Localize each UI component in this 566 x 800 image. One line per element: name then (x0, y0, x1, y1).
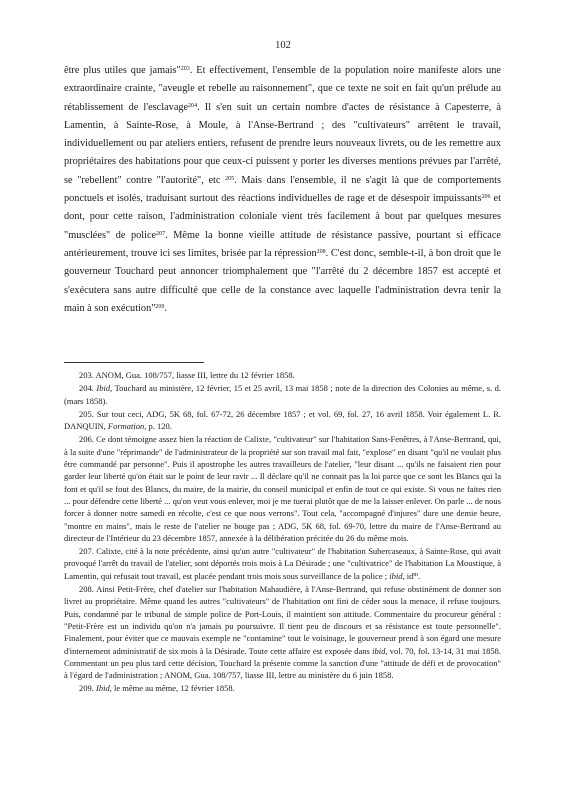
footnote-ref[interactable]: 208 (316, 248, 326, 255)
footnote-205: 205. Sur tout ceci, ADG, 5K 68, fol. 67-72, 26 décembre 1857 ; et vol. 69, fol. 27, 16 avril 1858. Voir également L. R. DANQUIN, Formation, p. 120. (64, 408, 501, 432)
footnote-ref[interactable]: 206 (481, 194, 491, 201)
body-paragraph: être plus utiles que jamais"$^{203}$. Et effectivement, l'ensemble de la population noire manifeste alors une extraordinaire crainte, "aveugle et rebelle au raisonnement", que ce texte ne soit en fait qu'un prélude au rétablissement de l'esclavage$^{204}$. Il s'en suit un certain nombre d'actes de résistance à Capesterre, à Lamentin, à Sainte-Rose, à Moule, à l'Anse-Bertrand ; des "cultivateurs" arrêtent le travail, individuellement ou par ateliers entiers, refusent de prendre leurs nouveaux livrets, ou de les remettre aux propriétaires des habitations pour que ceux-ci puissent y porter les diverses mentions prévues par l'arrêté, se "rebellent" contre "l'autorité", etc $^{205}$. Mais dans l'ensemble, il ne s'agit là que de comportements ponctuels et isolés, traduisant surtout des réactions individuelles de rage et de désespoir impuissants$^{206}$ et dont, pour cette raison, l'administration coloniale vient très facilement à bout par quelques mesures "musclées" de police$^{207}$. Même la bonne vieille attitude de résistance passive, pourtant si efficace antérieurement, trouve ici ses limites, brisée par la répression$^{208}$. C'est donc, semble-t-il, à bon droit que le gouverneur Touchard peut annoncer triomphalement que "l'arrêté du 2 décembre 1857 est accepté et s'exécutera sans autre difficulté que celle de la constance avec laquelle l'administration devra tenir la main à son exécution"$^{209}$. (64, 65, 502, 314)
footnote-204: 204. Ibid, Touchard au ministère, 12 février, 15 et 25 avril, 13 mai 1858 ; note de la direction des Colonies au même, s. d. (mars 1858). (64, 383, 502, 406)
footnote-ref[interactable]: 207 (156, 230, 166, 237)
footnote-ref[interactable]: 205 (225, 175, 235, 182)
footnote-ref[interactable]: 209 (155, 303, 165, 310)
footnote-207: 207. Calixte, cité à la note précédente, ainsi qu'un autre "cultivateur" de l'habitation Subercaseaux, à Sainte-Rose, qui avait provoqué l'arrêt du travail de l'atelier, sont déportés trois mois à La Désirade ; une "cultivatrice" de l'habitation La Moustique, à Lamentin, qui refusait tout travail, est placée pendant trois mois sous surveillance de la police ; ibid, $id^m$. (64, 546, 501, 581)
footnote-ref[interactable]: 204 (188, 102, 198, 109)
footnote-203: 203. ANOM, Gua. 108/757, liasse III, lettre du 12 février 1858. (79, 370, 295, 380)
page-number: 102 (275, 40, 291, 51)
footnote-206: 206. Ce dont témoigne assez bien la réaction de Calixte, "cultivateur" sur l'habitation Sans-Fenêtres, à l'Anse-Bertrand, qui, à la suite d'une "réprimande" de l'administrateur de la propriété sur son travail mal fait, "explose" en disant "qu'il ne voulait plus être commandé par personne". Puis il apostrophe les autres travailleurs de l'atelier, "leur disant ... qu'ils ne faisaient rien pour garder leur liberté qu'on était sur le point de leur ravir ... Il déclare qu'il ne connait pas la loi parce que ce sont les Blancs qui la font et qu'il se fout des Blancs, du maire, de la mairie, du conseil municipal et enfin de tout ce qui existe. Si vous ne faites rien ... pour défendre cette liberté ... qu'on veut vous enlever, moi je me tuerai plutôt que de me la laisser enlever. On parle ... de nous forcer à donner notre samedi en récolte, c'est ce que nous verrons". Tout cela, "accompagné d'injures" dure une demie heure, "montre en mains", mais le reste de l'atelier ne bouge pas ; ADG, 5K 68, fol. 69-70, lettre du maire de l'Anse-Bertrand au directeur de l'Intérieur du 23 décembre 1857, annexée à la délibération précitée du 26 du même mois. (64, 434, 501, 543)
footnotes (64, 369, 501, 696)
footnote-209: 209. Ibid, le même au même, 12 février 1858. (79, 683, 235, 694)
footnote-208: 208. Ainsi Petit-Frère, chef d'atelier sur l'habitation Mahaudière, à l'Anse-Bertrand, qui refuse obstinément de donner son livret au propriétaire. Même quand les autres "cultivateurs" de l'habitation ont fini de céder sous la menace, il refuse toujours. Puis, condamné par le tribunal de simple police de Port-Louis, il maintient son attitude. Commentaire du procureur général : "Petit-Frère est un individu qu'on n'a jamais pu poursuivre. Il tient peu de discours et sa résistance est toute personnelle". Finalement, pour éviter que ce mauvais exemple ne "contamine" tout le voisinage, le gouverneur prend à son égard une mesure d'internement administratif de six mois à la Désirade. Toute cette affaire est exposée dans ibid, vol. 70, fol. 13-14, 31 mai 1858. Commentant un peu plus tard cette décision, Touchard la présente comme la sanction d'une "attitude de défi et de provocation" à l'égard de l'administration ; ANOM, Gua. 108/757, liasse III, lettre au ministère du 6 juin 1858. (64, 584, 501, 681)
footnote-separator (64, 362, 204, 363)
footnote-ref[interactable]: 203 (180, 66, 190, 72)
